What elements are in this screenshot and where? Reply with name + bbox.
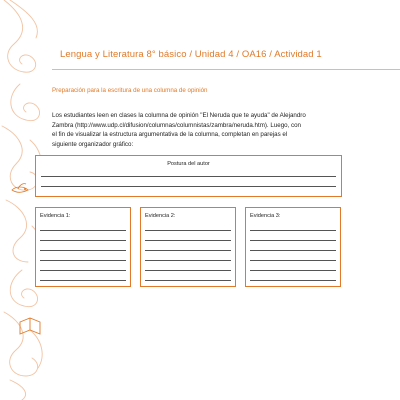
answer-line[interactable] [250,250,336,251]
evidence-label: Evidencia 3: [250,213,281,219]
header-divider [52,69,400,70]
answer-line[interactable] [40,270,126,271]
intro-line: el fin de visualizar la estructura argumentativa de la columna, completan en parejas el [52,131,288,139]
answer-line[interactable] [250,280,336,281]
answer-line[interactable] [41,186,336,187]
answer-line[interactable] [145,250,231,251]
intro-line: siguiente organizador gráfico: [52,140,134,148]
answer-line[interactable] [145,240,231,241]
author-stance-label: Postura del autor [167,161,210,167]
answer-line[interactable] [40,240,126,241]
answer-line[interactable] [250,260,336,261]
evidence-box-1 [35,207,131,287]
answer-line[interactable] [145,260,231,261]
intro-paragraph [52,111,340,149]
answer-line[interactable] [40,230,126,231]
answer-line[interactable] [40,260,126,261]
page-title: Lengua y Literatura 8° básico / Unidad 4 / OA16 / Actividad 1 [60,49,322,60]
decorative-swirl-border [0,0,48,400]
answer-line[interactable] [145,230,231,231]
evidence-label: Evidencia 1: [40,213,71,219]
author-stance-box [35,155,342,197]
section-title: Preparación para la escritura de una columna de opinión [52,87,208,94]
answer-line[interactable] [145,280,231,281]
answer-line[interactable] [145,270,231,271]
intro-line: Los estudiantes leen en clases la columna de opinión "El Neruda que te ayuda" de Alejandro [52,112,306,119]
answer-line[interactable] [40,280,126,281]
evidence-box-3 [245,207,341,287]
answer-line[interactable] [250,230,336,231]
evidence-label: Evidencia 2: [145,213,176,219]
evidence-box-2 [140,207,236,287]
answer-line[interactable] [40,250,126,251]
answer-line[interactable] [41,176,336,177]
intro-line: Zambra (http://www.udp.cl/difusion/columnas/columnistas/zambra/neruda.htm). Luego, con [52,121,301,129]
bird-icon [12,184,28,193]
answer-line[interactable] [250,270,336,271]
book-icon [20,318,40,334]
answer-line[interactable] [250,240,336,241]
